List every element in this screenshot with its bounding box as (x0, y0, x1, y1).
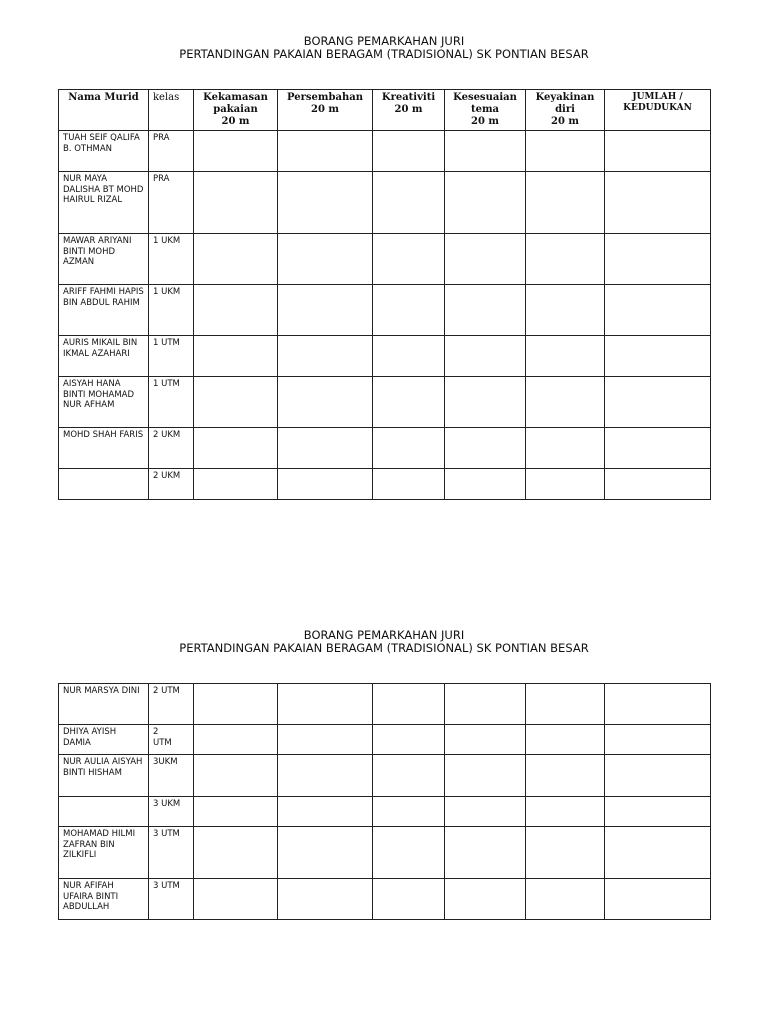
score-cell-persembahan[interactable] (278, 428, 373, 469)
score-cell-jumlah[interactable] (605, 377, 711, 428)
score-cell-kreativiti[interactable] (373, 797, 445, 827)
score-cell-keyakinan[interactable] (526, 377, 605, 428)
student-name: MOHD SHAH FARIS (63, 430, 144, 440)
score-cell-jumlah[interactable] (605, 755, 711, 797)
student-name-cell (59, 234, 149, 285)
student-name-cell (59, 469, 149, 500)
table-row (59, 725, 711, 755)
score-cell-keyakinan[interactable] (526, 827, 605, 879)
student-name: AURIS MIKAIL BIN IKMAL AZAHARI (63, 338, 138, 359)
score-cell-kekamasan[interactable] (194, 131, 278, 172)
header-line: 20 m (551, 116, 579, 127)
score-cell-kekamasan[interactable] (194, 469, 278, 500)
score-cell-kreativiti[interactable] (373, 684, 445, 725)
score-cell-keyakinan[interactable] (526, 879, 605, 920)
score-cell-kekamasan[interactable] (194, 285, 278, 336)
student-name-cell (59, 684, 149, 725)
student-name: DHIYA AYISH DAMIA (63, 727, 117, 748)
student-class: 2 UTM (153, 727, 172, 748)
score-cell-kekamasan[interactable] (194, 428, 278, 469)
score-cell-kreativiti[interactable] (373, 428, 445, 469)
class-cell (149, 879, 194, 920)
score-cell-kreativiti[interactable] (373, 131, 445, 172)
score-cell-kreativiti[interactable] (373, 725, 445, 755)
score-cell-jumlah[interactable] (605, 879, 711, 920)
score-cell-persembahan[interactable] (278, 131, 373, 172)
class-cell (149, 827, 194, 879)
score-cell-kekamasan[interactable] (194, 172, 278, 234)
score-cell-persembahan[interactable] (278, 879, 373, 920)
header-line: pakaian (213, 104, 258, 115)
student-name-cell (59, 428, 149, 469)
score-cell-kekamasan[interactable] (194, 234, 278, 285)
student-name-cell (59, 172, 149, 234)
score-cell-kreativiti[interactable] (373, 377, 445, 428)
student-name-cell (59, 725, 149, 755)
score-cell-kesesuaian[interactable] (445, 377, 526, 428)
score-cell-keyakinan[interactable] (526, 336, 605, 377)
class-cell (149, 755, 194, 797)
score-cell-persembahan[interactable] (278, 234, 373, 285)
student-name-cell (59, 285, 149, 336)
table-row (59, 285, 711, 336)
score-cell-jumlah[interactable] (605, 285, 711, 336)
class-cell (149, 469, 194, 500)
score-cell-kesesuaian[interactable] (445, 827, 526, 879)
score-cell-persembahan[interactable] (278, 827, 373, 879)
table-row (59, 336, 711, 377)
form1-title: BORANG PEMARKAHAN JURI (303, 34, 465, 48)
score-cell-jumlah[interactable] (605, 827, 711, 879)
student-name: NUR MAYA DALISHA BT MOHD HAIRUL RIZAL (63, 174, 144, 205)
score-cell-keyakinan[interactable] (526, 469, 605, 500)
score-cell-kreativiti[interactable] (373, 827, 445, 879)
col-header-keyakinan (526, 90, 605, 131)
col-header-nama-murid: Nama Murid (59, 90, 149, 131)
score-cell-keyakinan[interactable] (526, 131, 605, 172)
student-class: 3 UTM (153, 881, 180, 891)
table-row (59, 131, 711, 172)
student-name: TUAH SEIF QALIFA B. OTHMAN (63, 133, 140, 154)
student-class: 3 UKM (153, 799, 181, 809)
col-header-jumlah-kedudukan (605, 90, 711, 131)
score-cell-kekamasan[interactable] (194, 755, 278, 797)
student-class: 1 UTM (153, 338, 180, 348)
class-cell (149, 131, 194, 172)
student-name-cell (59, 336, 149, 377)
table-row (59, 234, 711, 285)
score-cell-keyakinan[interactable] (526, 172, 605, 234)
header-line: 20 m (221, 116, 250, 127)
score-cell-kreativiti[interactable] (373, 755, 445, 797)
student-class: 2 UKM (153, 430, 181, 440)
table-row (59, 684, 711, 725)
student-class: 2 UKM (153, 471, 181, 481)
class-cell (149, 285, 194, 336)
table-row (59, 879, 711, 920)
score-cell-jumlah[interactable] (605, 336, 711, 377)
header-line: diri (555, 104, 575, 115)
form1-score-table (58, 89, 711, 500)
student-name: MAWAR ARIYANI BINTI MOHD AZMAN (63, 236, 132, 267)
score-cell-keyakinan[interactable] (526, 797, 605, 827)
score-cell-kesesuaian[interactable] (445, 336, 526, 377)
student-name: NUR AFIFAH UFAIRA BINTI ABDULLAH (63, 881, 119, 912)
score-cell-kreativiti[interactable] (373, 285, 445, 336)
student-name-cell (59, 827, 149, 879)
class-cell (149, 797, 194, 827)
score-cell-jumlah[interactable] (605, 725, 711, 755)
score-cell-keyakinan[interactable] (526, 428, 605, 469)
form2-subtitle: PERTANDINGAN PAKAIAN BERAGAM (TRADISIONAL) SK PONTIAN BESAR (179, 641, 589, 655)
score-cell-persembahan[interactable] (278, 336, 373, 377)
score-cell-keyakinan[interactable] (526, 684, 605, 725)
student-name: ARIFF FAHMI HAPIS BIN ABDUL RAHIM (63, 287, 144, 308)
col-header-kreativiti (373, 90, 445, 131)
student-name-cell (59, 377, 149, 428)
class-cell (149, 725, 194, 755)
score-cell-persembahan[interactable] (278, 684, 373, 725)
col-header-persembahan (278, 90, 373, 131)
table-row (59, 827, 711, 879)
student-class: 1 UKM (153, 287, 181, 297)
score-cell-kekamasan[interactable] (194, 377, 278, 428)
score-cell-persembahan[interactable] (278, 797, 373, 827)
score-cell-kekamasan[interactable] (194, 336, 278, 377)
score-cell-persembahan[interactable] (278, 469, 373, 500)
class-cell (149, 684, 194, 725)
student-name: NUR AULIA AISYAH BINTI HISHAM (63, 757, 143, 778)
student-class: 2 UTM (153, 686, 180, 696)
score-cell-kekamasan[interactable] (194, 684, 278, 725)
score-cell-persembahan[interactable] (278, 172, 373, 234)
header-line: 20 m (471, 116, 499, 127)
header-line: KEDUDUKAN (623, 103, 692, 113)
score-cell-kesesuaian[interactable] (445, 172, 526, 234)
col-header-kekamasan (194, 90, 278, 131)
student-class: 1 UKM (153, 236, 181, 246)
header-line: tema (470, 104, 500, 115)
class-cell (149, 172, 194, 234)
score-cell-kesesuaian[interactable] (445, 725, 526, 755)
score-cell-jumlah[interactable] (605, 469, 711, 500)
score-cell-kreativiti[interactable] (373, 469, 445, 500)
class-cell (149, 428, 194, 469)
class-cell (149, 377, 194, 428)
table-row (59, 755, 711, 797)
score-cell-kreativiti[interactable] (373, 336, 445, 377)
form1-subtitle: PERTANDINGAN PAKAIAN BERAGAM (TRADISIONAL) SK PONTIAN BESAR (179, 47, 589, 61)
score-cell-keyakinan[interactable] (526, 755, 605, 797)
score-cell-kekamasan[interactable] (194, 879, 278, 920)
score-cell-persembahan[interactable] (278, 725, 373, 755)
form1-header (0, 35, 768, 61)
score-cell-keyakinan[interactable] (526, 234, 605, 285)
score-cell-kesesuaian[interactable] (445, 234, 526, 285)
form2-score-table (58, 683, 711, 920)
score-cell-keyakinan[interactable] (526, 725, 605, 755)
score-cell-jumlah[interactable] (605, 172, 711, 234)
header-line: Kekamasan (203, 92, 268, 103)
col-header-kesesuaian (445, 90, 526, 131)
score-cell-kekamasan[interactable] (194, 827, 278, 879)
header-line: Persembahan (287, 92, 363, 103)
header-line: JUMLAH / (632, 92, 683, 102)
form2-title: BORANG PEMARKAHAN JURI (303, 628, 465, 642)
form2-header (0, 629, 768, 655)
student-class: 3 UTM (153, 829, 180, 839)
student-class: 3UKM (153, 757, 178, 767)
table-row (59, 469, 711, 500)
table-row (59, 428, 711, 469)
header-line: 20 m (311, 104, 339, 115)
score-cell-kesesuaian[interactable] (445, 469, 526, 500)
class-cell (149, 234, 194, 285)
score-cell-kesesuaian[interactable] (445, 131, 526, 172)
header-line: Keyakinan (535, 92, 595, 103)
header-line: 20 m (394, 104, 423, 115)
student-name-cell (59, 131, 149, 172)
table-row (59, 377, 711, 428)
score-cell-persembahan[interactable] (278, 755, 373, 797)
student-name-cell (59, 797, 149, 827)
score-cell-kesesuaian[interactable] (445, 285, 526, 336)
table-row (59, 797, 711, 827)
score-cell-kekamasan[interactable] (194, 725, 278, 755)
score-cell-persembahan[interactable] (278, 285, 373, 336)
student-name: NUR MARSYA DINI (63, 686, 140, 696)
score-cell-kesesuaian[interactable] (445, 879, 526, 920)
score-cell-kreativiti[interactable] (373, 172, 445, 234)
score-cell-jumlah[interactable] (605, 234, 711, 285)
score-cell-kesesuaian[interactable] (445, 755, 526, 797)
score-cell-kesesuaian[interactable] (445, 684, 526, 725)
score-cell-kreativiti[interactable] (373, 879, 445, 920)
student-name: AISYAH HANA BINTI MOHAMAD NUR AFHAM (63, 379, 135, 410)
score-cell-jumlah[interactable] (605, 428, 711, 469)
student-class: 1 UTM (153, 379, 180, 389)
student-class: PRA (153, 133, 170, 143)
score-cell-kesesuaian[interactable] (445, 797, 526, 827)
score-cell-kesesuaian[interactable] (445, 428, 526, 469)
table-row (59, 172, 711, 234)
student-name-cell (59, 879, 149, 920)
col-header-kelas: kelas (149, 90, 194, 131)
score-cell-kekamasan[interactable] (194, 797, 278, 827)
score-cell-persembahan[interactable] (278, 377, 373, 428)
student-name-cell (59, 755, 149, 797)
header-line: Kesesuaian (453, 92, 517, 103)
class-cell (149, 336, 194, 377)
score-cell-jumlah[interactable] (605, 131, 711, 172)
header-line: Kreativiti (381, 92, 436, 103)
form1-header-row (59, 90, 711, 131)
score-cell-jumlah[interactable] (605, 797, 711, 827)
student-class: PRA (153, 174, 170, 184)
student-name: MOHAMAD HILMI ZAFRAN BIN ZILKIFLI (63, 829, 136, 860)
score-cell-jumlah[interactable] (605, 684, 711, 725)
score-cell-kreativiti[interactable] (373, 234, 445, 285)
score-cell-keyakinan[interactable] (526, 285, 605, 336)
